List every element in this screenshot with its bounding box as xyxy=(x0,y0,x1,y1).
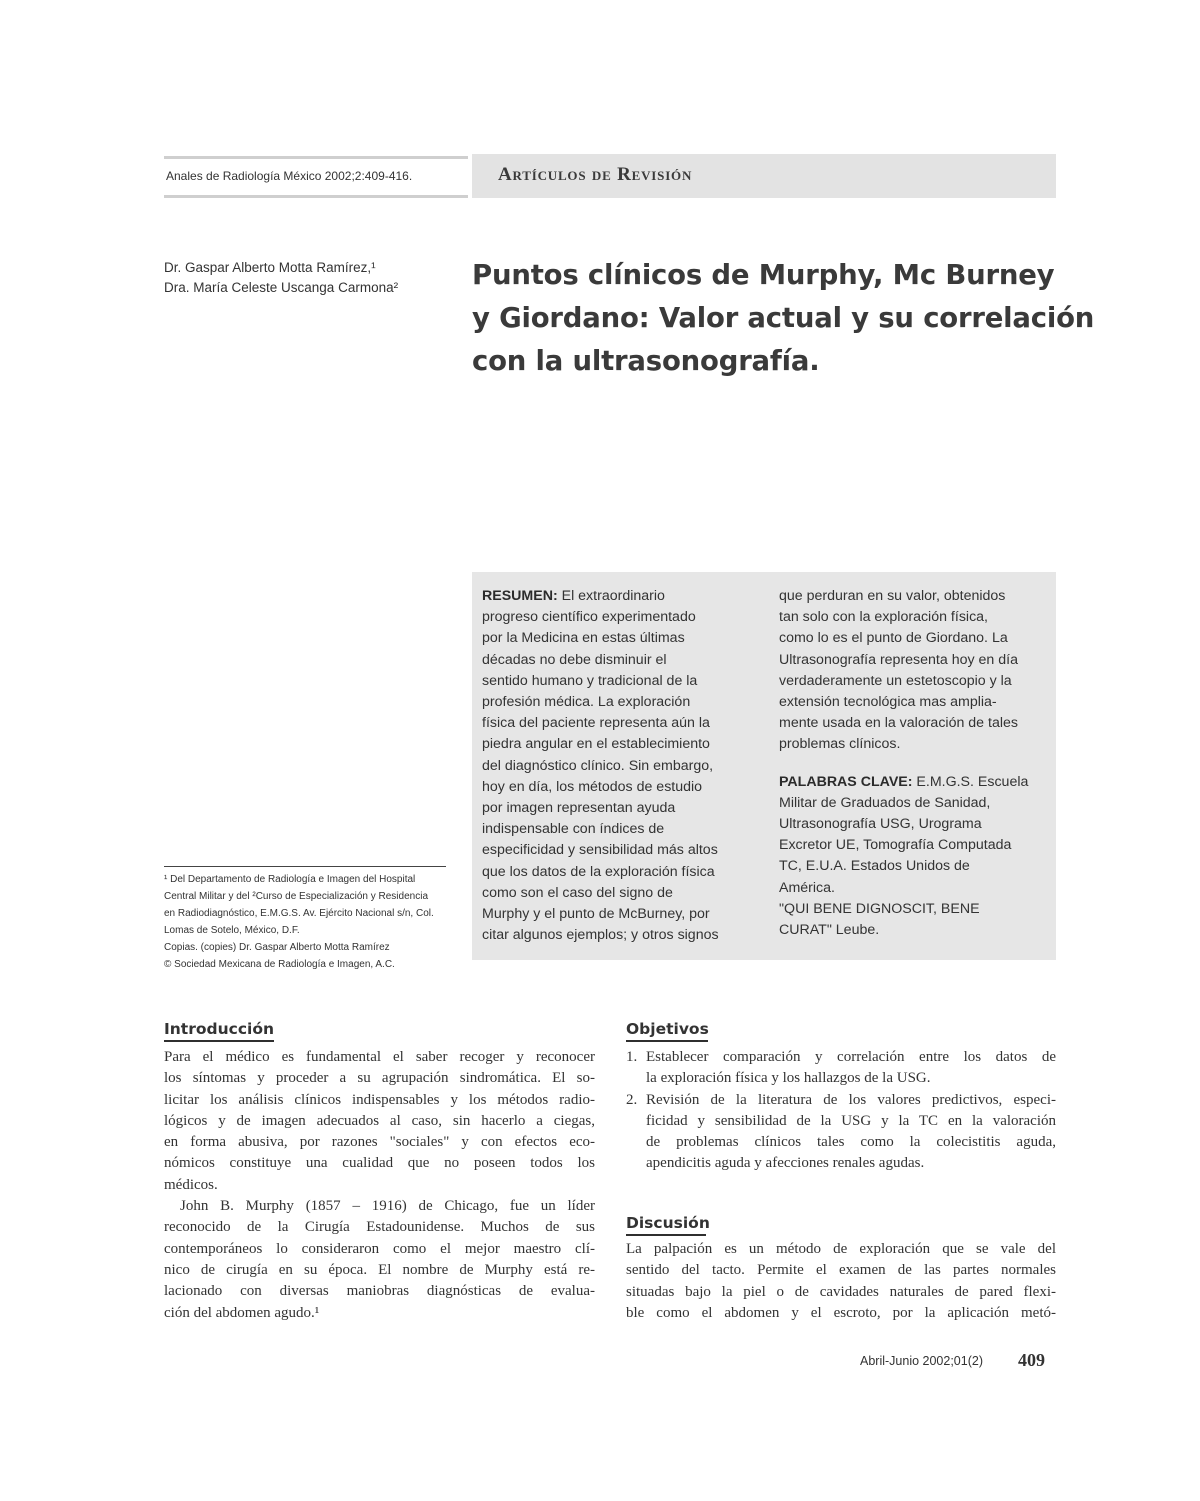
journal-reference-bar xyxy=(164,156,468,198)
text-line: Para el médico es fundamental el saber recoger y reconocer xyxy=(164,1049,595,1065)
footnote-line: © Sociedad Mexicana de Radiología e Imagen, A.C. xyxy=(164,959,395,970)
abstract-line: física del paciente representa aún la xyxy=(482,715,710,732)
text-line: contemporáneos lo consideraron como el mejor maestro clí- xyxy=(164,1240,595,1257)
keywords-line: Excretor UE, Tomografía Computada xyxy=(779,837,1012,854)
abstract-line: que los datos de la exploración física xyxy=(482,863,715,880)
text-line: ficidad y sensibilidad de la USG y la TC en la valoración xyxy=(646,1112,1056,1129)
issue-info: Abril-Junio 2002;01(2) xyxy=(860,1354,983,1368)
abstract-line xyxy=(482,586,719,607)
text-line: ción del abdomen agudo.¹ xyxy=(164,1304,320,1321)
author: Dr. Gaspar Alberto Motta Ramírez,¹ xyxy=(164,260,376,275)
spacer xyxy=(779,756,1028,772)
text-line: la exploración física y los hallazgos de la USG. xyxy=(646,1070,931,1087)
abstract-line: progreso científico experimentado xyxy=(482,609,696,626)
objective-item xyxy=(626,1090,1056,1175)
text-line: Revisión de la literatura de los valores predictivos, especi- xyxy=(646,1091,1056,1108)
abstract-line: del diagnóstico clínico. Sin embargo, xyxy=(482,757,714,774)
keywords-line xyxy=(779,772,1028,793)
journal-reference: Anales de Radiología México 2002;2:409-416. xyxy=(166,169,413,183)
abstract-line: por la Medicina en estas últimas xyxy=(482,630,685,647)
keywords-line: América. xyxy=(779,879,835,896)
discussion-heading: Discusión xyxy=(626,1214,706,1236)
text-line: sentido del tacto. Permite el examen de las partes normales xyxy=(626,1262,1056,1279)
abstract-line: como son el caso del signo de xyxy=(482,884,673,901)
title-line: y Giordano: Valor actual y su correlación xyxy=(472,302,1095,334)
text-line: lógicos y de imagen adecuados al caso, sin hacerlo a ciegas, xyxy=(164,1112,595,1129)
abstract-line: décadas no debe disminuir el xyxy=(482,651,667,668)
intro-heading: Introducción xyxy=(164,1020,274,1042)
abstract-line: mente usada en la valoración de tales xyxy=(779,715,1018,732)
text-line: los síntomas y proceder a su agrupación sindromática. El so- xyxy=(164,1070,595,1087)
abstract-line: hoy en día, los métodos de estudio xyxy=(482,778,703,795)
abstract-column-left xyxy=(482,586,719,946)
text-line: Establecer comparación y correlación entre los datos de xyxy=(646,1049,1056,1065)
author: Dra. María Celeste Uscanga Carmona² xyxy=(164,280,399,295)
keywords-line: Ultrasonografía USG, Urograma xyxy=(779,816,982,833)
text-line: de problemas clínicos tales como la colecistitis aguda, xyxy=(646,1134,1056,1151)
abstract-line: piedra angular en el establecimiento xyxy=(482,736,710,753)
objective-number: 1. xyxy=(626,1049,638,1065)
text-line: John B. Murphy (1857 – 1916) de Chicago, fue un líder xyxy=(180,1198,595,1215)
abstract-text: El extraordinario xyxy=(557,588,665,604)
keywords-line: TC, E.U.A. Estados Unidos de xyxy=(779,858,970,875)
text-line: ble como el abdomen y el escroto, por la aplicación metó- xyxy=(626,1304,1056,1321)
abstract-line: tan solo con la exploración física, xyxy=(779,609,988,626)
keywords-text: E.M.G.S. Escuela xyxy=(912,773,1029,790)
abstract-line: citar algunos ejemplos; y otros signos xyxy=(482,927,719,944)
abstract-line: especificidad y sensibilidad más altos xyxy=(482,842,718,859)
section-banner xyxy=(472,154,1056,198)
page-number: 409 xyxy=(1018,1350,1045,1370)
objective-number: 2. xyxy=(626,1091,638,1108)
intro-text xyxy=(164,1047,595,1324)
abstract-column-right xyxy=(779,586,1028,941)
abstract-line: profesión médica. La exploración xyxy=(482,694,691,711)
affiliation-footnote xyxy=(164,866,446,973)
keywords-line: Militar de Graduados de Sanidad, xyxy=(779,794,991,811)
abstract-line: problemas clínicos. xyxy=(779,736,901,753)
text-line: lacionado con diversas maniobras diagnósticas de evalua- xyxy=(164,1283,595,1300)
abstract-line: Ultrasonografía representa hoy en día xyxy=(779,651,1018,668)
text-line: reconocido de la Cirugía Estadounidense. Muchos de sus xyxy=(164,1219,595,1236)
objectives-heading: Objetivos xyxy=(626,1020,708,1042)
keywords-label: PALABRAS CLAVE: xyxy=(779,773,913,790)
abstract-box xyxy=(472,572,1056,960)
keywords-line: "QUI BENE DIGNOSCIT, BENE xyxy=(779,900,980,917)
footnote-line: Central Militar y del ²Curso de Especialización y Residencia xyxy=(164,891,428,902)
title-line: Puntos clínicos de Murphy, Mc Burney xyxy=(472,259,1055,291)
abstract-line: Murphy y el punto de McBurney, por xyxy=(482,906,710,923)
text-line: licitar los análisis clínicos indispensables y los métodos radio- xyxy=(164,1091,595,1108)
objectives-list xyxy=(626,1047,1056,1175)
section-title: Artículos de Revisión xyxy=(498,164,693,185)
footnote-line: en Radiodiagnóstico, E.M.G.S. Av. Ejército Nacional s/n, Col. xyxy=(164,908,434,919)
text-line: nico de cirugía en su época. El nombre de Murphy está re- xyxy=(164,1261,595,1278)
abstract-line: verdaderamente un estetoscopio y la xyxy=(779,672,1012,689)
text-line: nómicos constituye una cualidad que no poseen todos los xyxy=(164,1155,595,1172)
objective-item xyxy=(626,1047,1056,1090)
text-line: en forma abusiva, por razones "sociales" y con efectos eco- xyxy=(164,1134,595,1151)
author-list xyxy=(164,258,398,298)
abstract-label: RESUMEN: xyxy=(482,588,558,604)
footnote-line: Lomas de Sotelo, México, D.F. xyxy=(164,925,300,936)
abstract-line: extensión tecnológica mas amplia- xyxy=(779,694,997,711)
abstract-line: indispensable con índices de xyxy=(482,821,665,838)
keywords-line: CURAT" Leube. xyxy=(779,922,880,939)
abstract-line: como lo es el punto de Giordano. La xyxy=(779,630,1008,647)
abstract-line: sentido humano y tradicional de la xyxy=(482,672,698,689)
title-line: con la ultrasonografía. xyxy=(472,345,820,377)
text-line: médicos. xyxy=(164,1176,218,1193)
article-title xyxy=(472,254,1095,383)
text-line: La palpación es un método de exploración que se vale del xyxy=(626,1241,1056,1257)
discussion-text xyxy=(626,1239,1056,1324)
text-line: situadas bajo la piel o de cavidades naturales de pared flexi- xyxy=(626,1283,1056,1300)
footnote-line: ¹ Del Departamento de Radiología e Imagen del Hospital xyxy=(164,874,416,885)
abstract-line: que perduran en su valor, obtenidos xyxy=(779,588,1006,604)
text-line: apendicitis aguda y afecciones renales agudas. xyxy=(646,1155,925,1172)
footnote-line: Copias. (copies) Dr. Gaspar Alberto Motta Ramírez xyxy=(164,942,390,953)
abstract-line: por imagen representan ayuda xyxy=(482,800,676,817)
